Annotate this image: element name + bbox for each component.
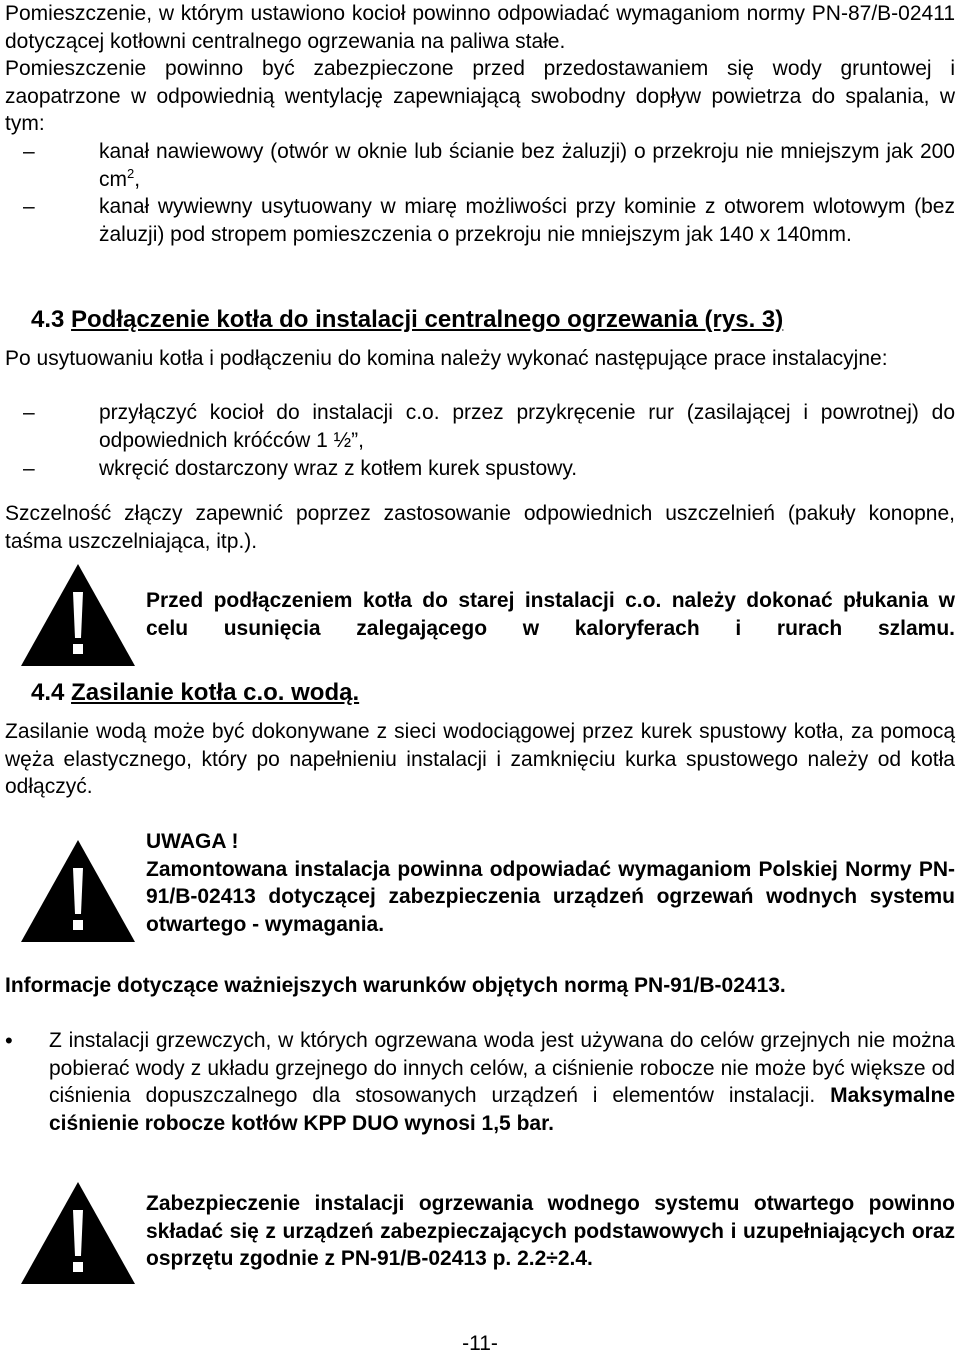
division-symbol: ÷ [546,1247,558,1270]
dash-marker: – [23,140,35,163]
dash-marker: – [23,195,35,218]
sealing-paragraph: Szczelność złączy zapewnić poprzez zastosowanie odpowiednich uszczelnień (pakuły konopne, taśma uszczelniająca, itp.). [5,502,955,553]
section-4-4-heading: 4.4 Zasilanie kotła c.o. wodą. [31,679,360,706]
warning-safety-text: Zabezpieczenie instalacji ogrzewania wodnego systemu otwartego powinno składać się z urządzeń zabezpieczających podstawowych i uzupełniających oraz osprzętu zgodnie z PN-91/B-02413 p. 2.2÷2.4. [146,1192,955,1270]
page-number: -11- [462,1332,498,1355]
warning-heading: UWAGA ! [146,830,239,853]
exclamation-warning-icon [19,838,137,944]
exclamation-warning-icon [19,1180,137,1286]
intro-paragraph-1: Pomieszczenie, w którym ustawiono kocioł powinno odpowiadać wymaganiom normy PN-87/B-02411 dotyczącej kotłowni centralnego ogrzewania na paliwa stałe. [5,2,955,53]
bullet-marker: • [5,1028,13,1053]
pressure-bullet: • Z instalacji grzewczych, w których ogrzewana woda jest używana do celów grzejnych nie można pobierać wody z układu grzejnego do innych celów, a ciśnienie robocze nie może być większe od ciśnienia dopuszczalnego dla stosowanych urządzeń i elementów instalacji. Maksymalne ciśnienie robocze kotłów KPP DUO wynosi 1,5 bar. [5,1028,955,1135]
water-supply-paragraph: Zasilanie wodą może być dokonywane z sieci wodociągowej przez kurek spustowy kotła, za pomocą węża elastycznego, który po napełnieniu instalacji i zamknięciu kurka spustowego należy od kotła odłączyć. [5,720,955,798]
dash-marker: – [23,401,35,424]
installation-step-valve: – wkręcić dostarczony wraz z kotłem kurek spustowy. [5,455,955,483]
ventilation-item-intake: – kanał nawiewowy (otwór w oknie lub ścianie bez żaluzji) o przekroju nie mniejszym jak 200 $cm^2$, [23,140,955,191]
ventilation-item-exhaust: – kanał wywiewny usytuowany w miarę możliwości przy kominie z otworem wlotowym (bez żaluzji) pod stropem pomieszczenia o przekroju nie mniejszym jak 140 x 140mm. [23,195,955,246]
warning-standard-text: Zamontowana instalacja powinna odpowiadać wymaganiom Polskiej Normy PN-91/B-02413 dotyczącej zabezpieczenia urządzeń ogrzewań wodnych systemu otwartego - wymagania. [146,857,955,936]
warning-flushing [5,560,955,642]
warning-standard [5,828,955,938]
intro-paragraph-2: Pomieszczenie powinno być zabezpieczone przed przedostawaniem się wody gruntowej i zaopatrzone w odpowiednią wentylację zapewniającą swobodny dopływ powietrza do spalania, w tym: [5,57,955,135]
section-4-3-lead: Po usytuowaniu kotła i podłączeniu do komina należy wykonać następujące prace instalacyjne: [5,347,888,370]
installation-step-connect: – przyłączyć kocioł do instalacji c.o. przez przykręcenie rur (zasilającej i powrotnej) do odpowiednich króćców 1 ½”, [23,401,955,452]
dash-marker: – [23,457,35,480]
warning-safety-devices [5,1180,955,1273]
info-heading: Informacje dotyczące ważniejszych warunków objętych normą PN-91/B-02413. [5,974,786,997]
warning-flushing-text: Przed podłączeniem kotła do starej instalacji c.o. należy dokonać płukania w celu usunięcia zalegającego w kaloryferach i rurach szlamu. [146,589,955,640]
section-4-3-heading: 4.3 Podłączenie kotła do instalacji centralnego ogrzewania (rys. 3) [31,306,784,333]
exclamation-warning-icon [19,562,137,668]
